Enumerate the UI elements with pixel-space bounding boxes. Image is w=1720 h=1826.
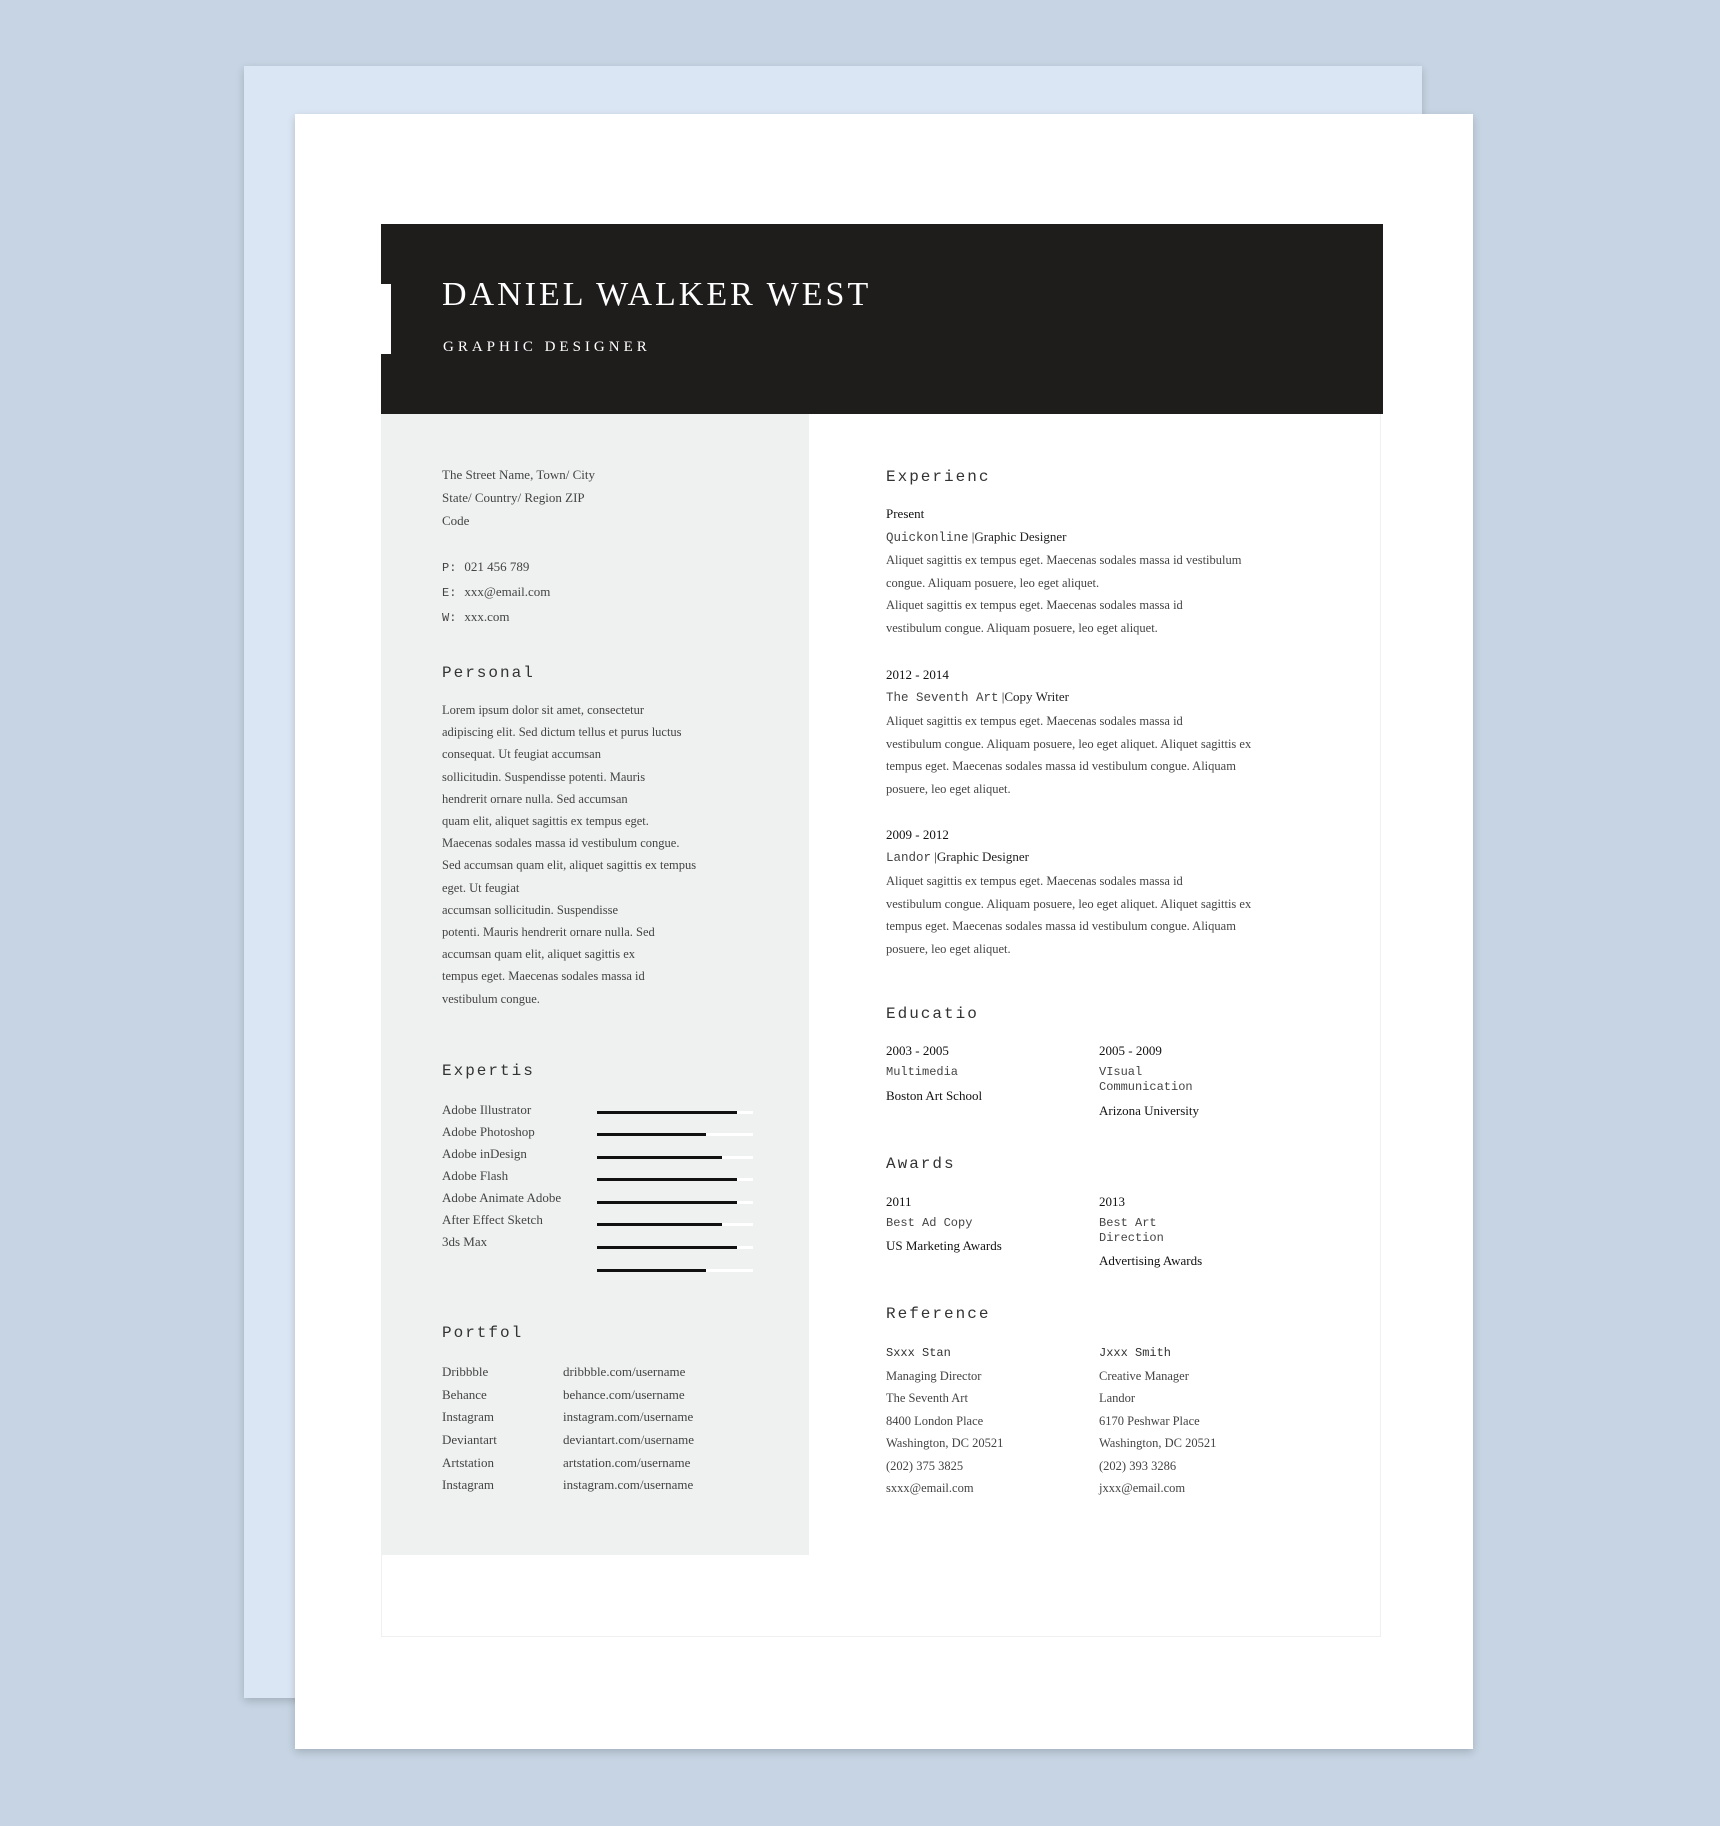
skill-name: Adobe Photoshop [442, 1124, 535, 1139]
portfolio-link[interactable]: instagram.com/username [563, 1477, 694, 1493]
personal-line: Sed accumsan quam elit, aliquet sagittis ex tempus [442, 858, 697, 873]
skill-bar [597, 1223, 753, 1226]
portfolio-link[interactable]: deviantart.com/username [563, 1432, 695, 1448]
award-year: 2011 [886, 1194, 912, 1209]
address-line: The Street Name, Town/ City [442, 467, 596, 482]
job-company: The Seventh Art [886, 691, 999, 705]
header-accent-tab [381, 284, 391, 354]
portfolio-site: Behance [442, 1386, 487, 1402]
personal-line: sollicitudin. Suspendisse potenti. Mauris [442, 769, 646, 784]
personal-text [442, 699, 742, 1010]
job-line: posuere, leo eget aliquet. [886, 781, 1011, 796]
edu-field [1099, 1065, 1193, 1095]
skill-bar-fill [597, 1246, 737, 1249]
phone-value: 021 456 789 [464, 559, 530, 574]
skill-name: Adobe Illustrator [442, 1102, 532, 1117]
address-block [442, 463, 595, 532]
personal-heading: Personal [442, 664, 535, 682]
web-row [442, 605, 550, 630]
reference-line: (202) 393 3286 [1099, 1458, 1177, 1473]
resume-page [295, 114, 1473, 1749]
portfolio-site: Instagram [442, 1477, 494, 1493]
skill-bar [597, 1178, 753, 1181]
job-line: Aliquet sagittis ex tempus eget. Maecenas sodales massa id vestibulum [886, 553, 1242, 567]
skill-bar [597, 1201, 753, 1204]
portfolio-row [442, 1452, 694, 1475]
references-heading: Reference [886, 1305, 991, 1323]
skill-list [442, 1099, 561, 1253]
personal-line: adipiscing elit. Sed dictum tellus et purus luctus [442, 725, 682, 740]
edu-school: Boston Art School [886, 1088, 983, 1103]
header-band [381, 224, 1383, 414]
portfolio-row [442, 1384, 694, 1407]
job-line: tempus eget. Maecenas sodales massa id vestibulum congue. Aliquam [886, 759, 1236, 774]
skill-bar-fill [597, 1133, 706, 1136]
skill-name: Adobe Animate Adobe [442, 1190, 562, 1205]
edu-field [886, 1065, 958, 1080]
job-period: 2012 - 2014 [886, 667, 949, 682]
award-title [1099, 1216, 1164, 1246]
reference-line: jxxx@email.com [1099, 1481, 1186, 1495]
reference-line: sxxx@email.com [886, 1481, 974, 1495]
portfolio-site: Dribbble [442, 1364, 489, 1379]
portfolio-site: Instagram [442, 1409, 494, 1425]
portfolio-heading: Portfol [442, 1324, 524, 1342]
phone-label: P: [442, 561, 457, 575]
award-title-line: Direction [1099, 1231, 1164, 1245]
personal-line: quam elit, aliquet sagittis ex tempus eget. [442, 814, 649, 829]
skill-bar-fill [597, 1269, 706, 1272]
reference-line: Washington, DC 20521 [1099, 1436, 1217, 1450]
full-name: DANIEL WALKER WEST [442, 276, 872, 313]
reference-line: Creative Manager [1099, 1368, 1189, 1383]
reference-line: 6170 Peshwar Place [1099, 1413, 1200, 1428]
reference-line: 8400 London Place [886, 1413, 984, 1428]
awards-heading: Awards [886, 1155, 956, 1173]
email-value: xxx@email.com [464, 584, 551, 599]
email-row [442, 580, 550, 605]
skill-bar-fill [597, 1223, 722, 1226]
portfolio-row [442, 1429, 694, 1452]
award-org: US Marketing Awards [886, 1238, 1002, 1253]
personal-line: consequat. Ut feugiat accumsan [442, 747, 601, 762]
award-org: Advertising Awards [1099, 1253, 1203, 1268]
edu-field-line: Multimedia [886, 1065, 959, 1079]
web-value: xxx.com [464, 609, 510, 624]
email-label: E: [442, 586, 457, 600]
job-title-line [886, 849, 1029, 865]
edu-years: 2005 - 2009 [1099, 1043, 1162, 1058]
skill-bar [597, 1133, 753, 1136]
personal-line: eget. Ut feugiat [442, 880, 520, 895]
job-description [886, 710, 1326, 800]
job-role: Graphic Designer [974, 529, 1067, 544]
personal-line: accumsan quam elit, aliquet sagittis ex [442, 947, 635, 962]
skill-name: After Effect Sketch [442, 1212, 543, 1227]
edu-school: Arizona University [1099, 1103, 1200, 1118]
job-line: vestibulum congue. Aliquam posuere, leo eget aliquet. Aliquet sagittis ex [886, 896, 1252, 911]
edu-field-line: VIsual [1099, 1065, 1143, 1079]
job-line: tempus eget. Maecenas sodales massa id vestibulum congue. Aliquam [886, 919, 1236, 934]
personal-line: accumsan sollicitudin. Suspendisse [442, 902, 619, 917]
portfolio-row [442, 1361, 694, 1384]
job-line: posuere, leo eget aliquet. [886, 941, 1011, 956]
job-separator: | [971, 529, 975, 544]
skill-bar [597, 1156, 753, 1159]
reference-line: Landor [1099, 1391, 1136, 1405]
personal-line: hendrerit ornare nulla. Sed accumsan [442, 791, 628, 806]
job-title: GRAPHIC DESIGNER [443, 339, 651, 355]
skill-bar [597, 1111, 753, 1114]
award-title-line: Best Art [1099, 1216, 1157, 1230]
skill-name: Adobe inDesign [442, 1146, 527, 1161]
skill-name: 3ds Max [442, 1234, 488, 1249]
job-separator: | [1001, 689, 1005, 704]
portfolio-link[interactable]: dribbble.com/username [563, 1364, 686, 1379]
portfolio-site: Deviantart [442, 1432, 497, 1448]
job-period: Present [886, 506, 925, 521]
reference-line: (202) 375 3825 [886, 1458, 964, 1473]
job-role: Copy Writer [1004, 689, 1069, 704]
contact-block [442, 555, 550, 630]
skill-bar [597, 1269, 753, 1272]
portfolio-row [442, 1406, 694, 1429]
award-year: 2013 [1099, 1194, 1125, 1209]
reference-name: Jxxx Smith [1099, 1346, 1172, 1360]
reference-line: The Seventh Art [886, 1391, 968, 1405]
skill-bar-fill [597, 1201, 737, 1204]
edu-field-line: Communication [1099, 1080, 1193, 1094]
job-role: Graphic Designer [936, 849, 1029, 864]
address-line: Code [442, 513, 470, 528]
portfolio-row [442, 1474, 694, 1497]
personal-line: tempus eget. Maecenas sodales massa id [442, 969, 645, 984]
portfolio-link[interactable]: behance.com/username [563, 1386, 685, 1402]
job-title-line [886, 529, 1066, 545]
personal-line: vestibulum congue. [442, 991, 540, 1006]
skill-bar-fill [597, 1156, 722, 1159]
job-line: vestibulum congue. Aliquam posuere, leo eget aliquet. [886, 620, 1158, 635]
job-line: Aliquet sagittis ex tempus eget. Maecenas sodales massa id [886, 714, 1183, 728]
skill-bar [597, 1246, 753, 1249]
reference-line: Washington, DC 20521 [886, 1436, 1004, 1450]
portfolio-link[interactable]: artstation.com/username [563, 1454, 691, 1470]
job-description [886, 549, 1326, 639]
skill-bar-fill [597, 1111, 737, 1114]
address-line: State/ Country/ Region ZIP [442, 490, 585, 505]
reference-name: Sxxx Stan [886, 1346, 951, 1360]
reference-line: Managing Director [886, 1368, 982, 1383]
web-label: W: [442, 611, 457, 625]
experience-heading: Experienc [886, 468, 991, 486]
job-line: Aliquet sagittis ex tempus eget. Maecenas sodales massa id [886, 598, 1183, 613]
education-heading: Educatio [886, 1005, 979, 1023]
job-company: Landor [886, 851, 932, 865]
personal-line: Lorem ipsum dolor sit amet, consectetur [442, 703, 645, 717]
job-company: Quickonline [886, 531, 969, 545]
skill-bar-fill [597, 1178, 737, 1181]
personal-line: Maecenas sodales massa id vestibulum congue. [442, 836, 680, 851]
job-line: Aliquet sagittis ex tempus eget. Maecenas sodales massa id [886, 874, 1183, 888]
job-period: 2009 - 2012 [886, 827, 949, 842]
reference-card [886, 1342, 1003, 1500]
award-title-line: Best Ad Copy [886, 1216, 973, 1230]
expertise-heading: Expertis [442, 1062, 535, 1080]
reference-card [1099, 1342, 1216, 1500]
job-line: vestibulum congue. Aliquam posuere, leo eget aliquet. Aliquet sagittis ex [886, 736, 1252, 751]
portfolio-site: Artstation [442, 1454, 494, 1470]
award-title [886, 1216, 972, 1231]
skill-name: Adobe Flash [442, 1168, 509, 1183]
personal-line: potenti. Mauris hendrerit ornare nulla. Sed [442, 925, 655, 940]
portfolio-list [442, 1361, 694, 1497]
sidebar [381, 414, 809, 1555]
phone-row [442, 555, 550, 580]
job-description [886, 870, 1326, 960]
job-title-line [886, 689, 1069, 705]
portfolio-link[interactable]: instagram.com/username [563, 1409, 694, 1425]
job-line: congue. Aliquam posuere, leo eget aliquet. [886, 575, 1100, 590]
edu-years: 2003 - 2005 [886, 1043, 949, 1058]
job-separator: | [934, 849, 937, 864]
